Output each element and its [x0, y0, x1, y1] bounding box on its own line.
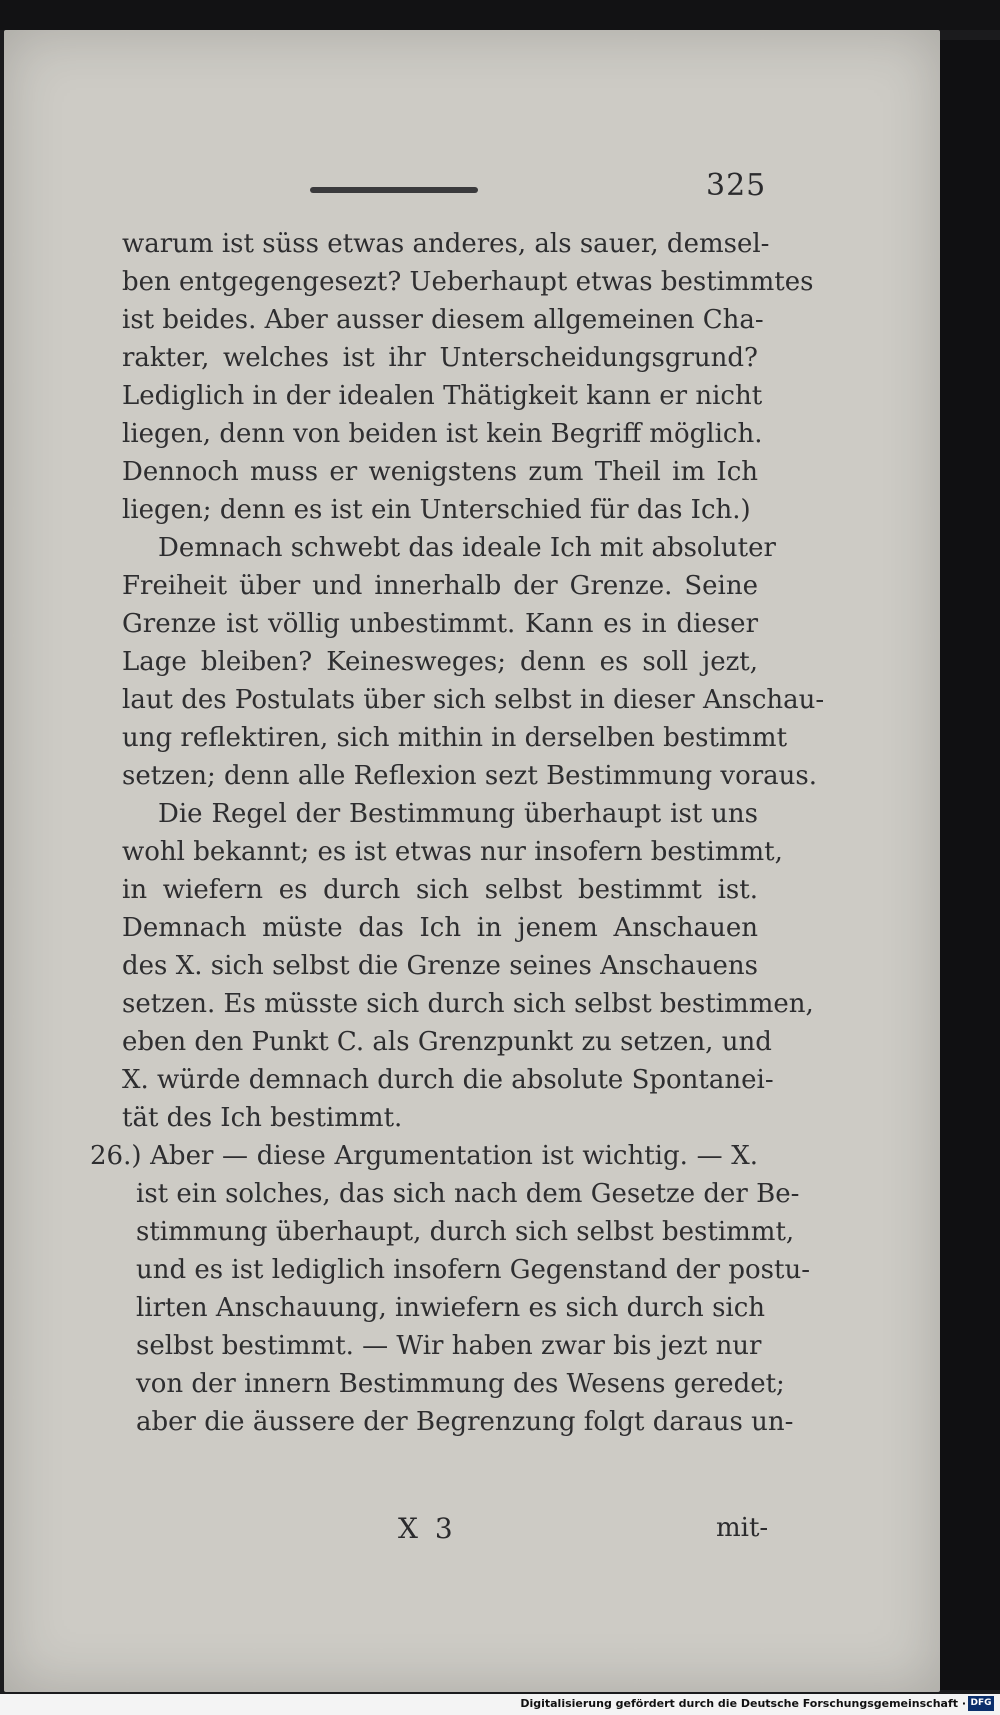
- text-line: und es ist lediglich insofern Gegenstand der postu-: [136, 1255, 810, 1285]
- text-line: laut des Postulats über sich selbst in dieser Anschau-: [122, 685, 825, 715]
- text-line: lirten Anschauung, inwiefern es sich durch sich: [136, 1293, 766, 1323]
- text-line: Grenze ist völlig unbestimmt. Kann es in dieser: [122, 609, 758, 639]
- scan-top-edge: [0, 0, 1000, 30]
- text-line: 26.) Aber — diese Argumentation ist wichtig. — X.: [90, 1141, 758, 1171]
- page-number: 325: [706, 168, 767, 203]
- signature-mark: X 3: [398, 1512, 457, 1545]
- text-line: warum ist süss etwas anderes, als sauer, demsel-: [122, 229, 770, 259]
- digitization-footer: [0, 1694, 1000, 1715]
- book-page: [4, 30, 940, 1692]
- text-line: Freiheit über und innerhalb der Grenze. Seine: [122, 571, 758, 601]
- text-line: Lediglich in der idealen Thätigkeit kann er nicht: [122, 381, 763, 411]
- text-line: setzen; denn alle Reflexion sezt Bestimmung voraus.: [122, 761, 818, 791]
- text-line: ist beides. Aber ausser diesem allgemeinen Cha-: [122, 305, 764, 335]
- book-spine-edge: [940, 40, 1000, 1690]
- text-line: von der innern Bestimmung des Wesens geredet;: [136, 1369, 785, 1399]
- text-line: selbst bestimmt. — Wir haben zwar bis jezt nur: [136, 1331, 762, 1361]
- text-line: stimmung überhaupt, durch sich selbst bestimmt,: [136, 1217, 795, 1247]
- text-line: tät des Ich bestimmt.: [122, 1103, 403, 1133]
- catchword: mit-: [716, 1513, 769, 1543]
- dfg-logo-icon: DFG: [968, 1696, 994, 1711]
- text-line: setzen. Es müsste sich durch sich selbst bestimmen,: [122, 989, 814, 1019]
- text-line: Demnach müste das Ich in jenem Anschauen: [122, 913, 758, 943]
- text-line: aber die äussere der Begrenzung folgt daraus un-: [136, 1407, 794, 1437]
- text-line: ung reflektiren, sich mithin in derselben bestimmt: [122, 723, 788, 753]
- text-line: ist ein solches, das sich nach dem Gesetze der Be-: [136, 1179, 800, 1209]
- text-line: Die Regel der Bestimmung überhaupt ist uns: [158, 799, 758, 829]
- text-line: wohl bekannt; es ist etwas nur insofern bestimmt,: [122, 837, 783, 867]
- text-line: Lage bleiben? Keinesweges; denn es soll jezt,: [122, 647, 758, 677]
- text-line: ben entgegengesezt? Ueberhaupt etwas bestimmtes: [122, 267, 814, 297]
- funding-credit: Digitalisierung gefördert durch die Deutsche Forschungsgemeinschaft ·: [520, 1697, 966, 1710]
- text-line: Demnach schwebt das ideale Ich mit absoluter: [158, 533, 776, 563]
- header-rule: [310, 187, 478, 193]
- text-line: liegen, denn von beiden ist kein Begriff möglich.: [122, 419, 763, 449]
- text-line: Dennoch muss er wenigstens zum Theil im Ich: [122, 457, 758, 487]
- text-line: liegen; denn es ist ein Unterschied für das Ich.): [122, 495, 751, 525]
- text-line: eben den Punkt C. als Grenzpunkt zu setzen, und: [122, 1027, 772, 1057]
- text-line: in wiefern es durch sich selbst bestimmt ist.: [122, 875, 758, 905]
- text-line: X. würde demnach durch die absolute Spontanei-: [122, 1065, 774, 1095]
- text-line: des X. sich selbst die Grenze seines Anschauens: [122, 951, 758, 981]
- text-line: rakter, welches ist ihr Unterscheidungsgrund?: [122, 343, 758, 373]
